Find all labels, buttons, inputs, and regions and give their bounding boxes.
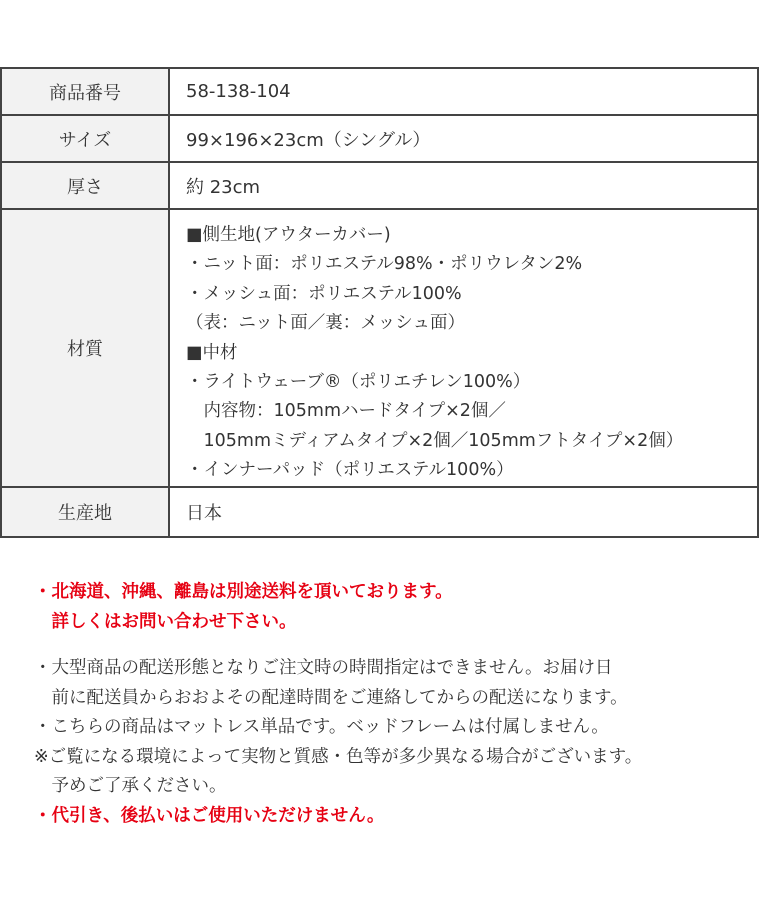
material-line: ■中材: [186, 342, 238, 363]
material-line: 105mmミディアムタイプ×2個／105mmフトタイプ×2個）: [186, 430, 684, 451]
single-item-note: ・こちらの商品はマットレス単品です。ベッドフレームは付属しません。: [34, 717, 609, 737]
spec-row-material: [1, 209, 758, 487]
material-line: ・メッシュ面：ポリエステル100%: [186, 283, 462, 304]
spec-row-origin: [1, 487, 758, 537]
spec-row-size: [1, 115, 758, 162]
material-line: ■側生地(アウターカバー): [186, 225, 391, 245]
spec-value: 約 23cm: [169, 162, 758, 209]
spec-value: 日本: [169, 487, 758, 537]
material-line: （表：ニット面／裏：メッシュ面）: [186, 313, 465, 334]
color-disclaimer-note-cont: 予めご了承ください。: [34, 776, 227, 796]
delivery-note-cont: 前に配送員からおおよその配達時間をご連絡してからの配送になります。: [34, 687, 628, 708]
spec-label: 生産地: [1, 487, 169, 537]
material-line: ・ニット面：ポリエステル98%・ポリウレタン2%: [186, 254, 583, 275]
spec-row-product-number: [1, 68, 758, 115]
spec-row-thickness: [1, 162, 758, 209]
spec-label: 厚さ: [1, 162, 169, 209]
spec-value: 99×196×23cm（シングル）: [169, 115, 758, 162]
spec-value: 58-138-104: [169, 68, 758, 115]
shipping-fee-note: ・北海道、沖縄、離島は別途送料を頂いております。: [34, 582, 453, 602]
material-line: 内容物：105mmハードタイプ×2個／: [186, 401, 506, 422]
spec-label: サイズ: [1, 115, 169, 162]
payment-restriction-note: ・代引き、後払いはご使用いただけません。: [34, 805, 385, 826]
spec-value-material: [169, 209, 758, 487]
spec-table: [0, 67, 759, 538]
shipping-fee-note-cont: 詳しくはお問い合わせ下さい。: [34, 611, 297, 632]
color-disclaimer-note: ※ご覧になる環境によって実物と質感・色等が多少異なる場合がございます。: [34, 746, 643, 767]
spec-label: 商品番号: [1, 68, 169, 115]
delivery-note: ・大型商品の配送形態となりご注文時の時間指定はできません。お届け日: [34, 658, 613, 678]
notes-section: [34, 578, 754, 831]
material-line: ・インナーパッド（ポリエステル100%）: [186, 460, 514, 481]
spec-label: 材質: [1, 209, 169, 487]
material-line: ・ライトウェーブ®（ポリエチレン100%）: [186, 372, 531, 393]
